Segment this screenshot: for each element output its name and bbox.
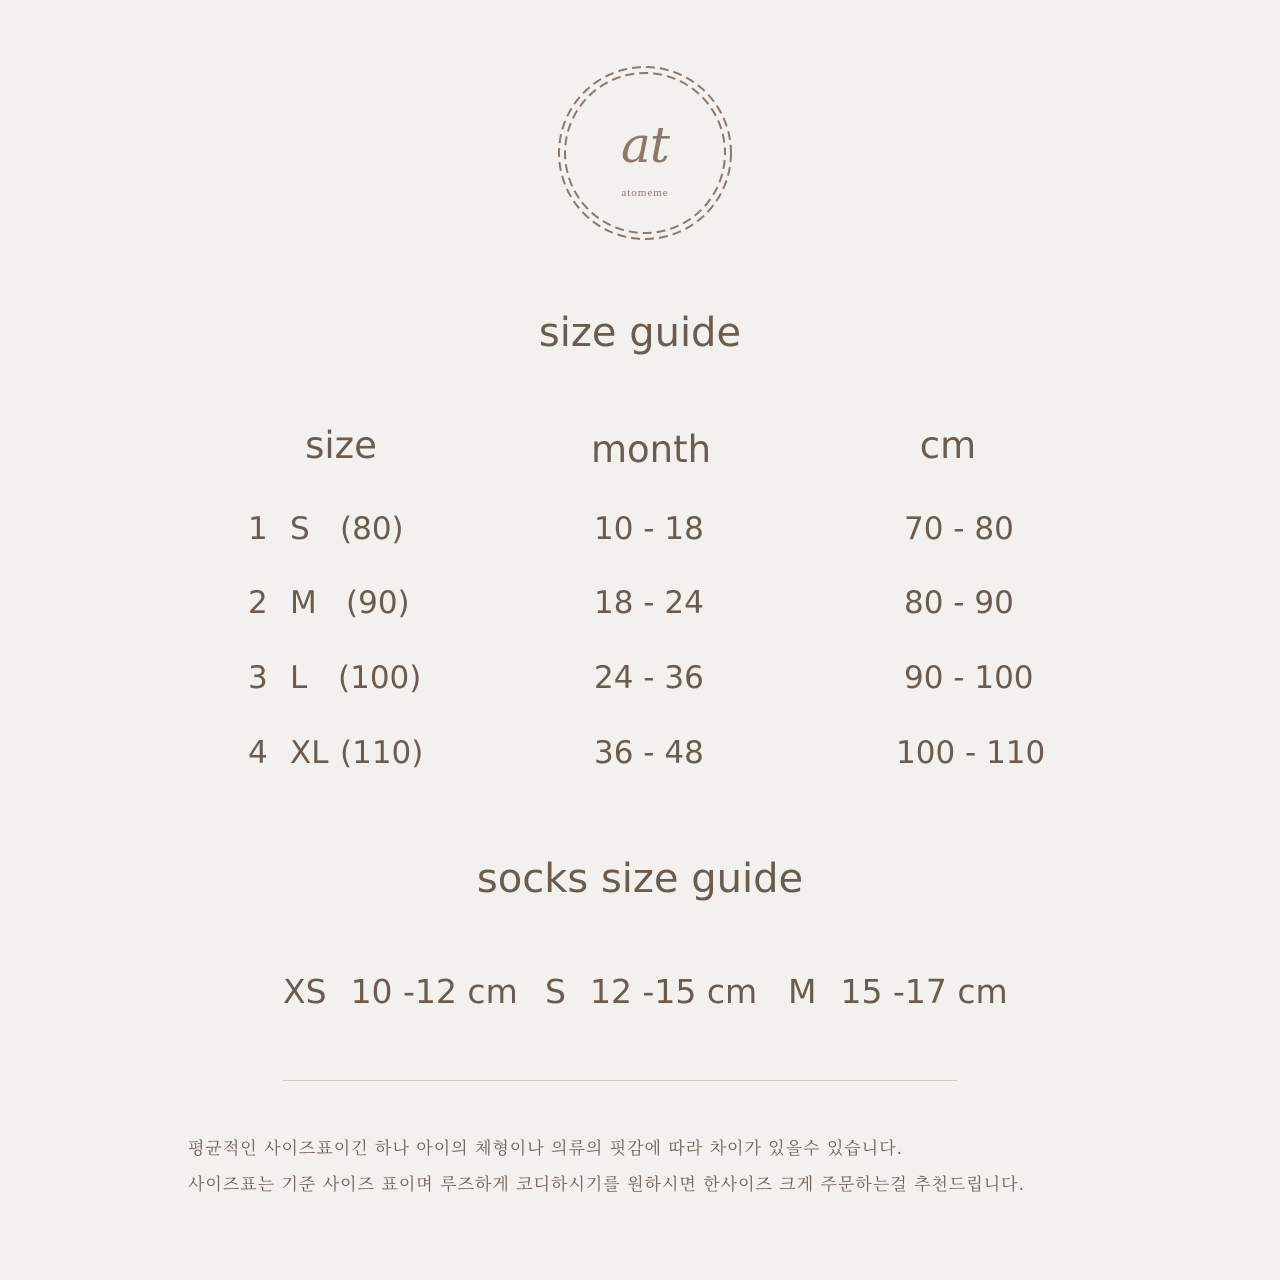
socks-size-label: XS [283, 972, 327, 1011]
socks-size-item [788, 972, 1008, 1011]
column-header-cm: cm [919, 424, 977, 467]
size-cm-range: 90 - 100 [904, 660, 1034, 696]
size-month-range: 10 - 18 [594, 511, 704, 547]
column-header-month: month [590, 428, 712, 471]
size-value: (90) [346, 585, 410, 621]
size-row [0, 585, 1280, 625]
notice-line: 사이즈표는 기준 사이즈 표이며 루즈하게 코디하시기를 원하시면 한사이즈 크게 주문하는걸 추천드립니다. [188, 1175, 1026, 1195]
size-value: (80) [340, 511, 404, 547]
size-label: M [290, 585, 317, 621]
logo-mark: at [621, 116, 669, 174]
size-value: (110) [340, 735, 424, 771]
socks-size-range: 12 -15 cm [589, 972, 758, 1011]
size-row [0, 511, 1280, 551]
size-label: S [290, 511, 310, 547]
size-month-range: 24 - 36 [594, 660, 704, 696]
size-number: 3 [248, 660, 268, 696]
socks-size-label: M [788, 972, 817, 1011]
size-cm-range: 80 - 90 [904, 585, 1014, 621]
socks-size-range: 10 -12 cm [350, 972, 518, 1011]
size-number: 2 [248, 585, 268, 621]
socks-guide-title: socks size guide [476, 856, 804, 902]
size-cm-range: 100 - 110 [896, 735, 1046, 771]
size-value: (100) [338, 660, 422, 696]
column-header-size: size [305, 424, 377, 467]
size-month-range: 18 - 24 [594, 585, 704, 621]
logo-brand-name: atomeme [621, 187, 669, 199]
notice-line: 평균적인 사이즈표이긴 하나 아이의 체형이나 의류의 핏감에 따라 차이가 있을수 있습니다. [188, 1139, 904, 1159]
size-label: XL [290, 735, 329, 771]
size-number: 1 [248, 511, 268, 547]
size-guide-title: size guide [538, 310, 742, 356]
size-row [0, 735, 1280, 775]
size-cm-range: 70 - 80 [904, 511, 1014, 547]
size-row [0, 660, 1280, 700]
divider [283, 1080, 957, 1081]
socks-size-range: 15 -17 cm [840, 972, 1008, 1011]
size-month-range: 36 - 48 [594, 735, 704, 771]
size-label: L [290, 660, 308, 696]
socks-size-item [283, 972, 518, 1011]
socks-size-item [545, 972, 757, 1011]
size-number: 4 [248, 735, 268, 771]
brand-logo [552, 60, 738, 246]
socks-size-label: S [545, 972, 566, 1011]
